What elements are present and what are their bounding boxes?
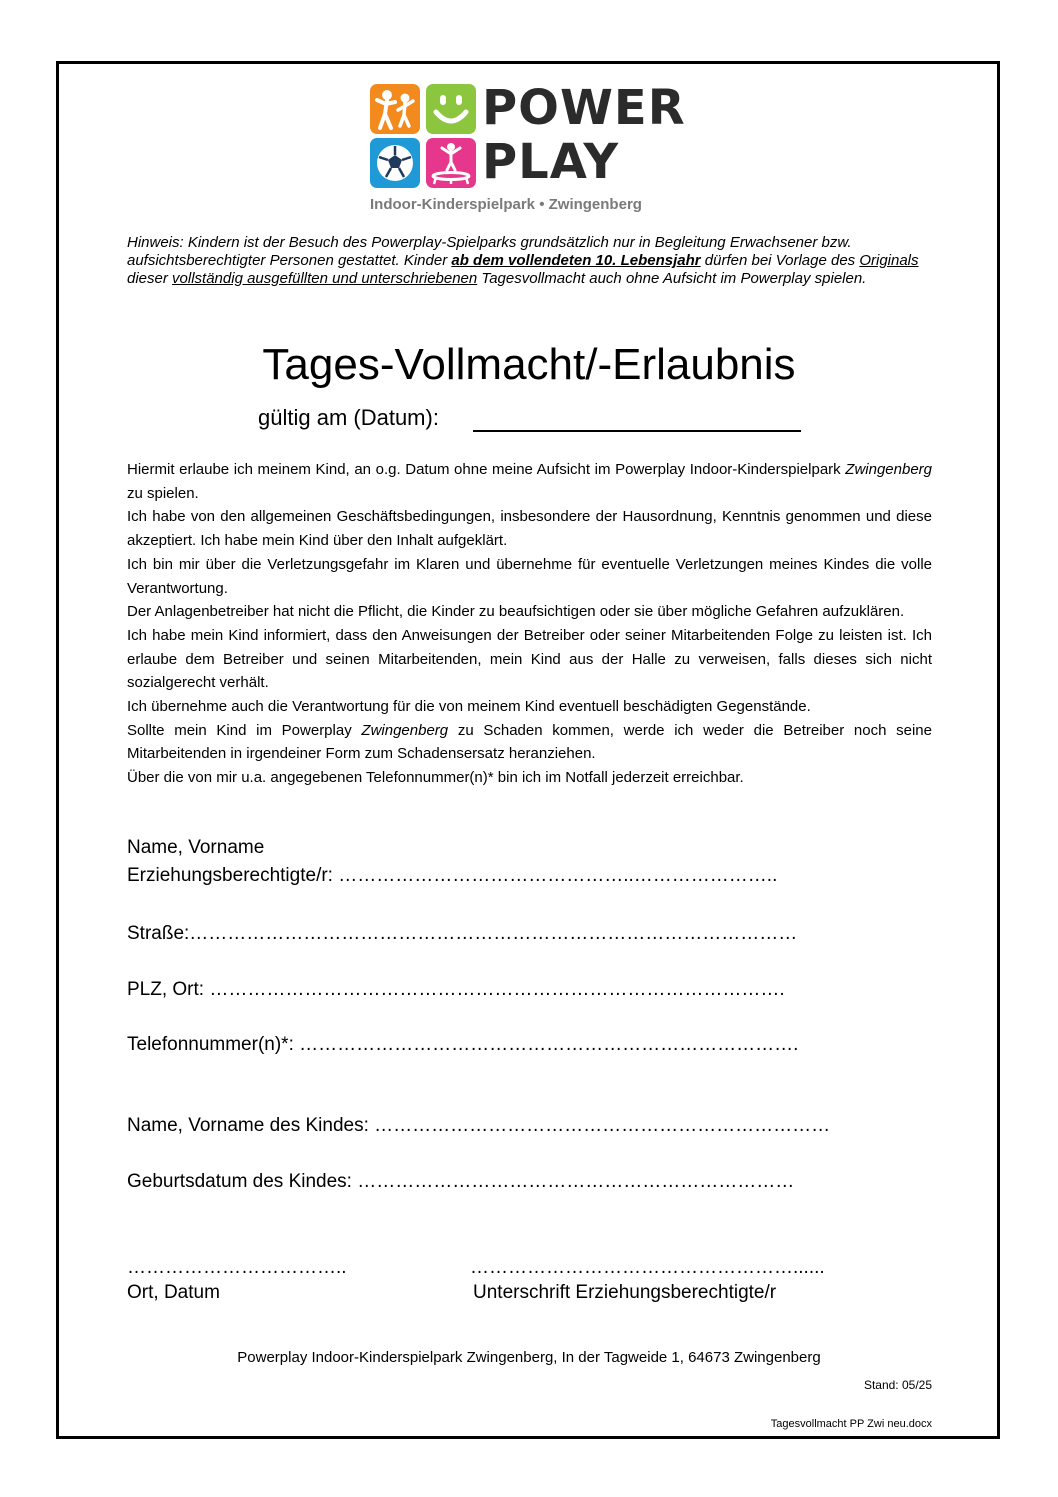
notice-completed-signed: vollständig ausgefüllten und unterschriebenen bbox=[172, 270, 478, 287]
place-date-label: Ort, Datum bbox=[127, 1282, 220, 1303]
phone-field[interactable]: Telefonnummer(n)*: ……………………………………………………………………. bbox=[127, 1034, 799, 1055]
text-run: Sollte mein Kind im Powerplay bbox=[127, 721, 362, 739]
place-date-field[interactable]: …………………………….. bbox=[127, 1257, 347, 1278]
trampoline-icon bbox=[426, 138, 476, 188]
text-run-italic: Zwingenberg bbox=[845, 461, 932, 478]
notice-part: dieser bbox=[127, 270, 173, 287]
power-play-logo bbox=[370, 80, 686, 218]
page-title: Tages-Vollmacht/-Erlaubnis bbox=[262, 340, 796, 389]
consent-paragraph: Ich übernehme auch die Verantwortung für die von meinem Kind eventuell beschädigten Gegenstände. bbox=[127, 698, 811, 716]
child-name-field[interactable]: Name, Vorname des Kindes: ……………………………………………………………… bbox=[127, 1115, 831, 1136]
guardian-name-field[interactable]: Erziehungsberechtigte/r: ………………………………………..………………….. bbox=[127, 865, 778, 886]
signature-label: Unterschrift Erziehungsberechtigte/r bbox=[473, 1282, 777, 1303]
consent-paragraph bbox=[127, 458, 932, 505]
document-filename: Tagesvollmacht PP Zwi neu.docx bbox=[770, 1418, 932, 1430]
consent-paragraph: Ich habe mein Kind informiert, dass den Anweisungen der Betreiber oder seiner Mitarbeitenden Folge zu leisten ist. Ich erlaube dem Betreiber und seinen Mitarbeitenden, mein Kind aus der Halle zu verweisen, falls dieses sich nicht sozialgerecht verhält. bbox=[127, 626, 932, 692]
valid-date-label: gültig am (Datum): bbox=[258, 405, 439, 430]
smiley-face-icon bbox=[426, 84, 476, 134]
text-run: Hiermit erlaube ich meinem Kind, an o.g. Datum ohne meine Aufsicht im Powerplay Indoor-Kinderspielpark bbox=[127, 461, 846, 478]
notice-part: Hinweis: Kindern ist der Besuch des Powerplay-Spielparks grundsätzlich nur in Begleitung Erwachsener bzw. aufsichtsberechtigter Personen gestattet. Kinder bbox=[127, 234, 852, 269]
consent-paragraph: Ich habe von den allgemeinen Geschäftsbedingungen, insbesondere der Hausordnung, Kenntnis genommen und diese akzeptiert. Ich habe mein Kind über den Inhalt aufgeklärt. bbox=[127, 508, 932, 550]
consent-paragraph: Über die von mir u.a. angegebenen Telefonnummer(n)* bin ich im Notfall jederzeit erreichbar. bbox=[127, 769, 744, 787]
children-jumping-icon bbox=[370, 84, 420, 134]
text-run-italic: Zwingenberg bbox=[361, 721, 449, 739]
brand-power: POWER bbox=[482, 80, 686, 136]
notice-text bbox=[127, 234, 932, 288]
plz-city-field[interactable]: PLZ, Ort: ………………………………………………………………………………. bbox=[127, 979, 785, 1000]
valid-date-line[interactable] bbox=[473, 430, 801, 432]
text-run: zu Schaden kommen, werde ich weder die Betreiber noch seine Mitarbeitenden in irgendeiner Form zum Schadensersatz heranziehen. bbox=[127, 721, 932, 763]
notice-part: Tagesvollmacht auch ohne Aufsicht im Powerplay spielen. bbox=[477, 270, 867, 287]
logo-tagline: Indoor-Kinderspielpark • Zwingenberg bbox=[370, 196, 642, 213]
consent-text bbox=[127, 458, 932, 790]
soccer-ball-icon bbox=[370, 138, 420, 188]
notice-part: dürfen bei Vorlage des bbox=[700, 252, 860, 269]
notice-age-requirement: ab dem vollendeten 10. Lebensjahr bbox=[451, 252, 701, 269]
consent-paragraph: Ich bin mir über die Verletzungsgefahr im Klaren und übernehme für eventuelle Verletzungen meines Kindes die volle Verantwortung. bbox=[127, 555, 932, 597]
consent-paragraph bbox=[127, 719, 932, 766]
signature-field[interactable]: ……………………………………………...... bbox=[470, 1257, 825, 1278]
text-run: zu spielen. bbox=[127, 484, 199, 502]
version-stamp: Stand: 05/25 bbox=[863, 1378, 932, 1392]
guardian-name-label: Name, Vorname bbox=[127, 837, 265, 858]
child-dob-field[interactable]: Geburtsdatum des Kindes: …………………………………………………………… bbox=[127, 1171, 795, 1192]
street-field[interactable]: Straße:…………………………………………………………………………………… bbox=[127, 923, 798, 944]
footer-address: Powerplay Indoor-Kinderspielpark Zwingenberg, In der Tagweide 1, 64673 Zwingenberg bbox=[237, 1349, 821, 1366]
notice-originals: Originals bbox=[859, 252, 919, 269]
consent-paragraph: Der Anlagenbetreiber hat nicht die Pflicht, die Kinder zu beaufsichtigen oder sie über mögliche Gefahren aufzuklären. bbox=[127, 603, 905, 621]
brand-play: PLAY bbox=[482, 134, 620, 190]
